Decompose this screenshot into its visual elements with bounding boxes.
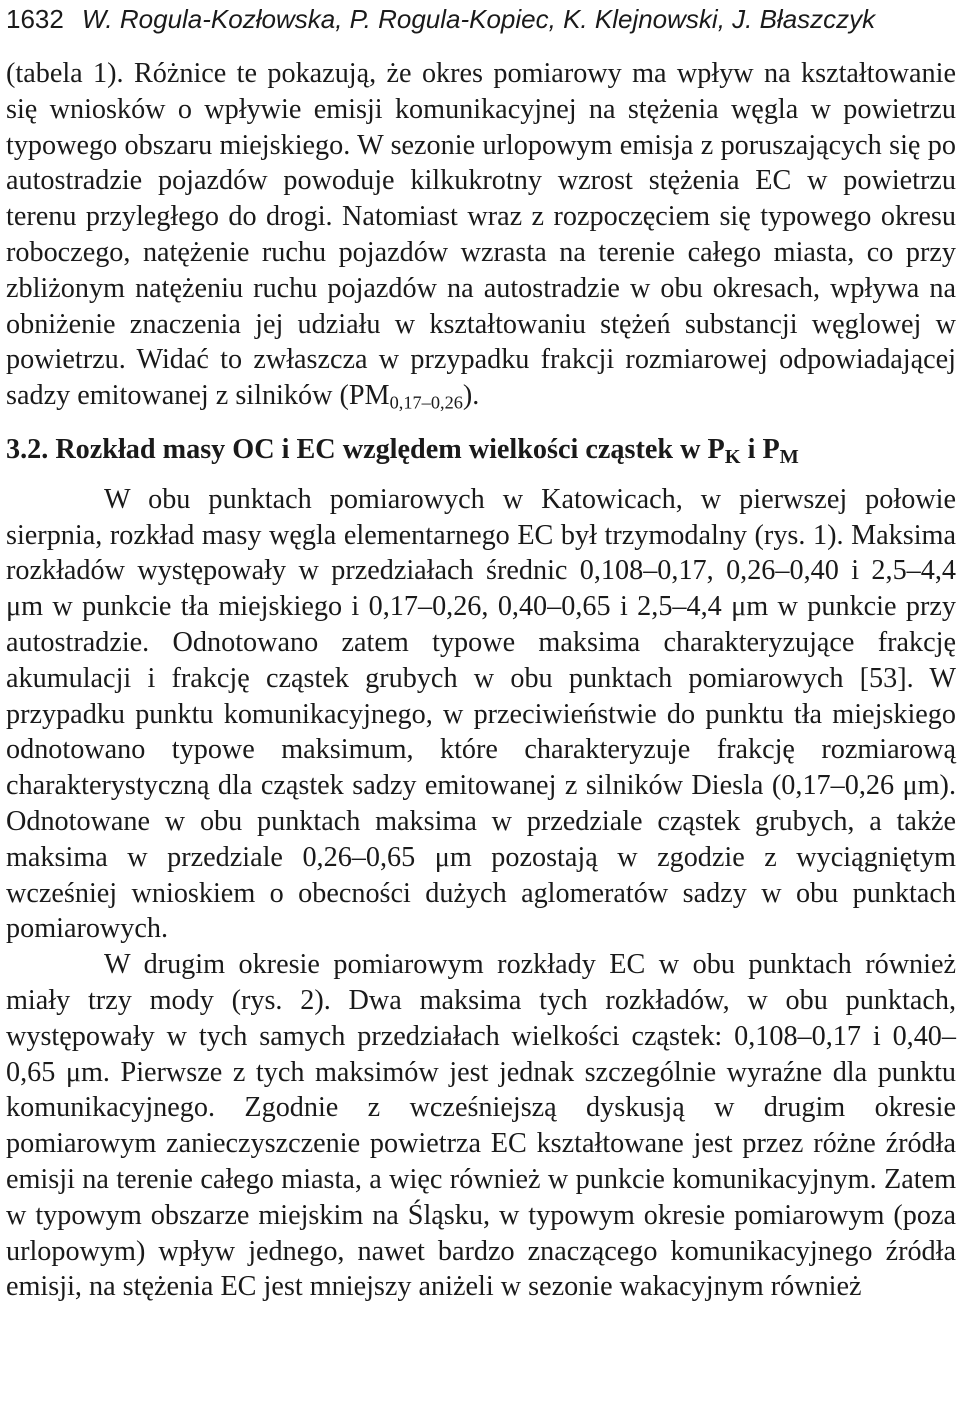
heading-subscript-m: M: [779, 446, 799, 469]
running-header: [6, 0, 956, 38]
section-heading-text: 3.2. Rozkład masy OC i EC względem wielkości cząstek w P: [6, 433, 725, 465]
paragraph-tail: ).: [462, 380, 480, 412]
header-authors: W. Rogula-Kozłowska, P. Rogula-Kopiec, K. Klejnowski, J. Błaszczyk: [81, 4, 876, 34]
section-heading: [6, 432, 956, 468]
paragraph-continuation: [6, 56, 956, 414]
pm-subscript: 0,17–0,26: [389, 392, 463, 413]
heading-subscript-k: K: [724, 446, 741, 469]
section-heading-mid: i P: [740, 433, 780, 465]
paragraph-ec-distribution-second-period: W drugim okresie pomiarowym rozkłady EC w obu punktach również miały trzy mody (rys. 2). Dwa maksima tych rozkładów, w obu punktach, występowały w tych samych przedziałach wielkości cząstek: 0,108–0,17 i 0,40–0,65 μm. Pierwsze z tych maksimów jest jednak szczególnie wyraźne dla punktu komunikacyjnego. Zgodnie z wcześniejszą dyskusją w drugim okresie pomiarowym zanieczyszczenie powietrza EC kształtowane jest przez różne źródła emisji na terenie całego miasta, a więc również w punkcie komunikacyjnym. Zatem w typowym obszarze miejskim na Śląsku, w typowym okresie pomiarowym (poza urlopowym) wpływ jednego, nawet bardzo znaczącego komunikacyjnego źródła emisji, na stężenia EC jest mniejszy aniżeli w sezonie wakacyjnym również: [6, 949, 956, 1303]
paragraph-text: (tabela 1). Różnice te pokazują, że okres pomiarowy ma wpływ na kształtowanie się wniosków o wpływie emisji komunikacyjnej na stężenia węgla w powietrzu typowego obszaru miejskiego. W sezonie urlopowym emisja z poruszających się po autostradzie pojazdów powoduje kilkukrotny wzrost stężenia EC w powietrzu terenu przyległego do drogi. Natomiast wraz z rozpoczęciem się typowego okresu roboczego, natężenie ruchu pojazdów wzrasta na terenie całego miasta, co przy zbliżonym natężeniu ruchu pojazdów na autostradzie w obu okresach, wpływa na obniżenie znaczenia jej udziału w kształtowaniu stężeń substancji węglowej w powietrzu. Widać to zwłaszcza w przypadku frakcji rozmiarowej odpowiadającej sadzy emitowanej z silników (PM: [6, 58, 956, 412]
paragraph-ec-distribution-first-period: W obu punktach pomiarowych w Katowicach, w pierwszej połowie sierpnia, rozkład masy węgla elementarnego EC był trzymodalny (rys. 1). Maksima rozkładów występowały w przedziałach średnic 0,108–0,17, 0,26–0,40 i 2,5–4,4 μm w punkcie tła miejskiego i 0,17–0,26, 0,40–0,65 i 2,5–4,4 μm w punkcie przy autostradzie. Odnotowano zatem typowe maksima charakteryzujące frakcję akumulacji i frakcję cząstek grubych w obu punktach pomiarowych [53]. W przypadku punktu komunikacyjnego, w przeciwieństwie do punktu tła miejskiego odnotowano typowe maksimum, które charakteryzuje frakcję rozmiarową charakterystyczną dla cząstek sadzy emitowanej z silników Diesla (0,17–0,26 μm). Odnotowane w obu punktach maksima w przedziale cząstek grubych, a także maksima w przedziale 0,26–0,65 μm pozostają w zgodzie z wyciągniętym wcześniej wnioskiem o obecności dużych aglomeratów sadzy w obu punktach pomiarowych.: [6, 483, 956, 945]
page-number: 1632: [6, 4, 64, 34]
